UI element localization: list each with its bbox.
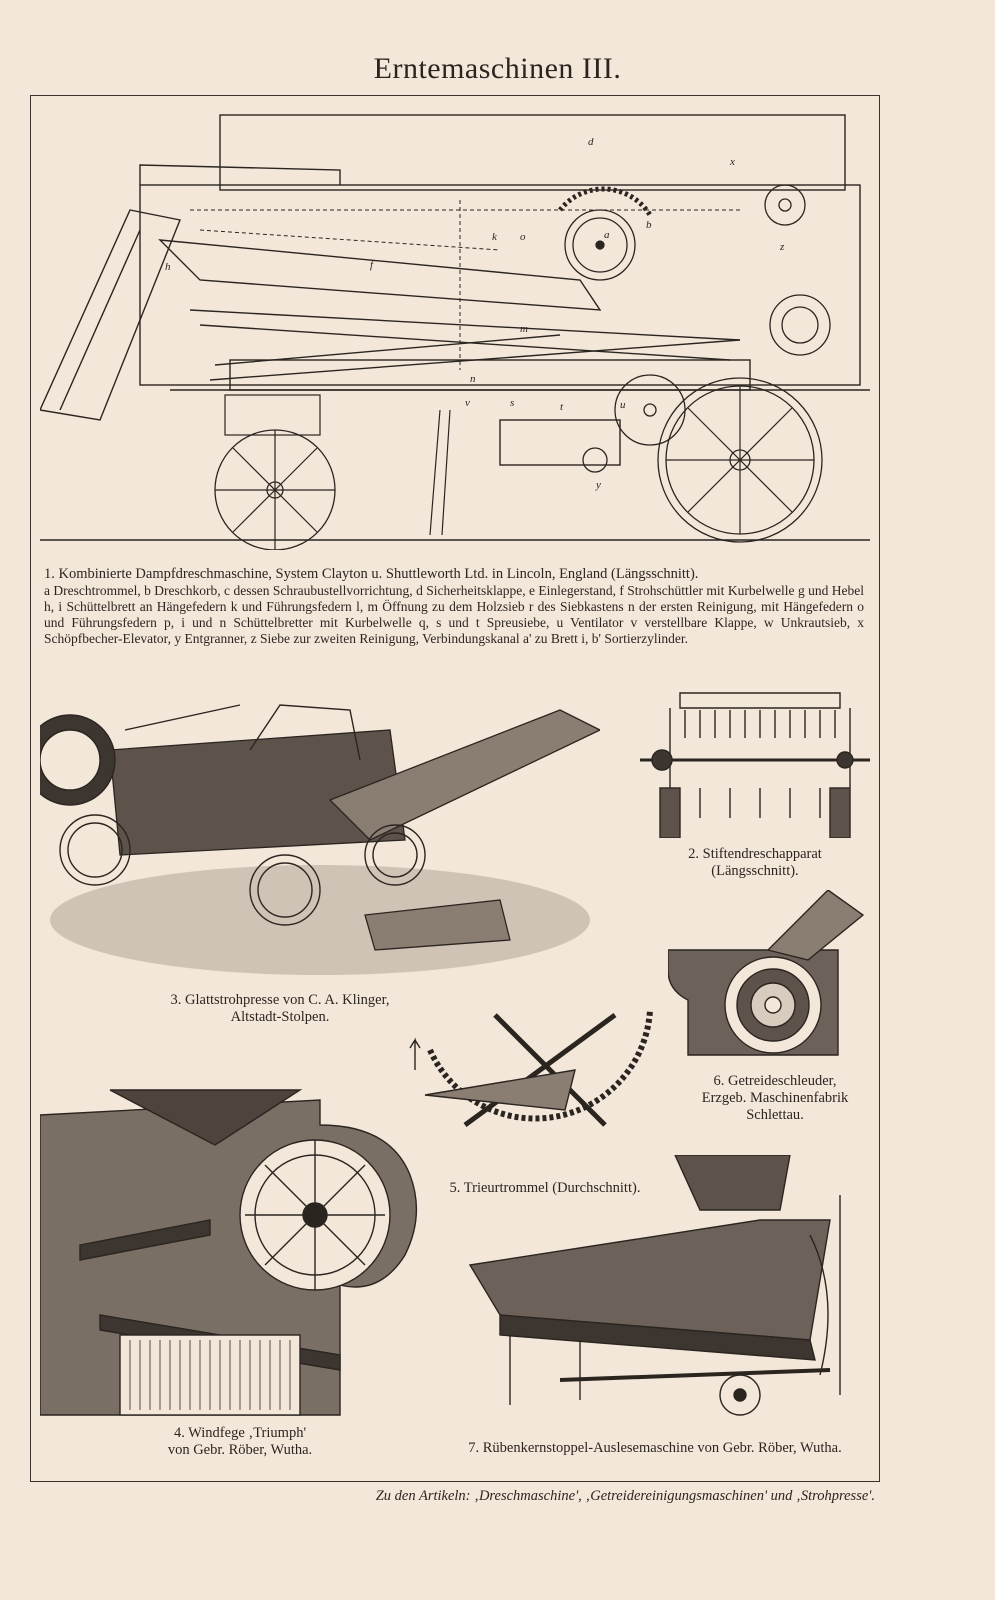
fig1-label-u: u <box>620 399 626 411</box>
fig1-label-h: h <box>165 261 171 273</box>
fig1-label-a: a <box>604 229 610 241</box>
fig4-caption-line2: von Gebr. Röber, Wutha. <box>167 1442 313 1458</box>
fig1-label-v: v <box>465 397 470 409</box>
fig4-winnower-drawing <box>40 1085 430 1420</box>
fig1-caption-heading: 1. Kombinierte Dampfdreschmaschine, System Clayton u. Shuttleworth Ltd. in Lincoln, England (Längsschnitt). <box>44 566 699 582</box>
fig1-label-d: d <box>588 136 594 148</box>
fig3-caption-line1: 3. Glattstrohpresse von C. A. Klinger, <box>170 992 390 1008</box>
fig1-label-f: f <box>370 259 374 271</box>
fig2-caption-line2: (Längsschnitt). <box>711 863 799 879</box>
fig1-caption <box>44 566 864 647</box>
fig1-label-t: t <box>560 401 564 413</box>
fig7-caption <box>425 1440 885 1457</box>
fig4-caption-line1: 4. Windfege ‚Triumph' <box>173 1425 307 1441</box>
fig3-straw-press-drawing <box>40 690 600 980</box>
fig1-label-b: b <box>646 219 652 231</box>
fig6-caption <box>670 1073 880 1124</box>
fig6-grain-centrifuge-drawing <box>668 890 868 1060</box>
fig1-label-n: n <box>470 373 476 385</box>
fig1-label-s: s <box>510 397 515 409</box>
fig1-threshing-machine-drawing <box>40 110 870 550</box>
fig1-caption-legend: a Dreschtrommel, b Dreschkorb, c dessen Schraubustellvorrichtung, d Sicherheitsklappe, e Einlegerstand, f Strohschüttler mit Kurbelwelle g und Hebel h, i Schüttelbrett an Hängefedern k und Führungsfedern l, m Öffnung zu dem Holzsieb r des Siebkastens n der ersten Reinigung, mit Hängefedern o und Führungsfedern p, i und n Schüttelbretter mit Kurbelwelle q, s und t Spreusiebe, u Ventilator v verstellbare Klappe, w Unkrautsieb, x Schöpfbecher-Elevator, y Entgranner, z Siebe zur zweiten Reinigung, Verbindungskanal a' zu Brett i, b' Sortierzylinder. <box>44 583 864 646</box>
fig1-label-m: m <box>520 323 528 335</box>
fig1-label-o: o <box>520 231 526 243</box>
fig2-caption-line1: 2. Stiftendreschapparat <box>688 846 822 862</box>
fig1-label-k: k <box>492 231 497 243</box>
fig1-label-x: x <box>730 156 735 168</box>
fig6-caption-line3: Schlettau. <box>746 1107 804 1123</box>
fig5-caption-line1: 5. Trieurtrommel (Durchschnitt). <box>449 1180 641 1196</box>
plate-footer: Zu den Artikeln: ‚Dreschmaschine', ‚Getreidereinigungsmaschinen' und ‚Strohpresse'. <box>375 1488 875 1504</box>
fig3-caption-line2: Altstadt-Stolpen. <box>230 1009 330 1025</box>
plate-title: Erntemaschinen III. <box>373 52 622 85</box>
fig5-trieur-drum-drawing <box>405 1010 655 1175</box>
fig7-caption-line1: 7. Rübenkernstoppel-Auslesemaschine von Gebr. Röber, Wutha. <box>468 1440 842 1456</box>
fig1-label-z: z <box>780 241 785 253</box>
fig4-caption <box>120 1425 360 1459</box>
fig1-label-y: y <box>596 479 601 491</box>
fig2-pin-thresher-drawing <box>640 688 870 838</box>
fig7-seed-sorter-drawing <box>460 1155 875 1420</box>
fig6-caption-line1: 6. Getreideschleuder, <box>713 1073 837 1089</box>
fig2-caption <box>650 846 860 880</box>
fig6-caption-line2: Erzgeb. Maschinenfabrik <box>701 1090 849 1106</box>
